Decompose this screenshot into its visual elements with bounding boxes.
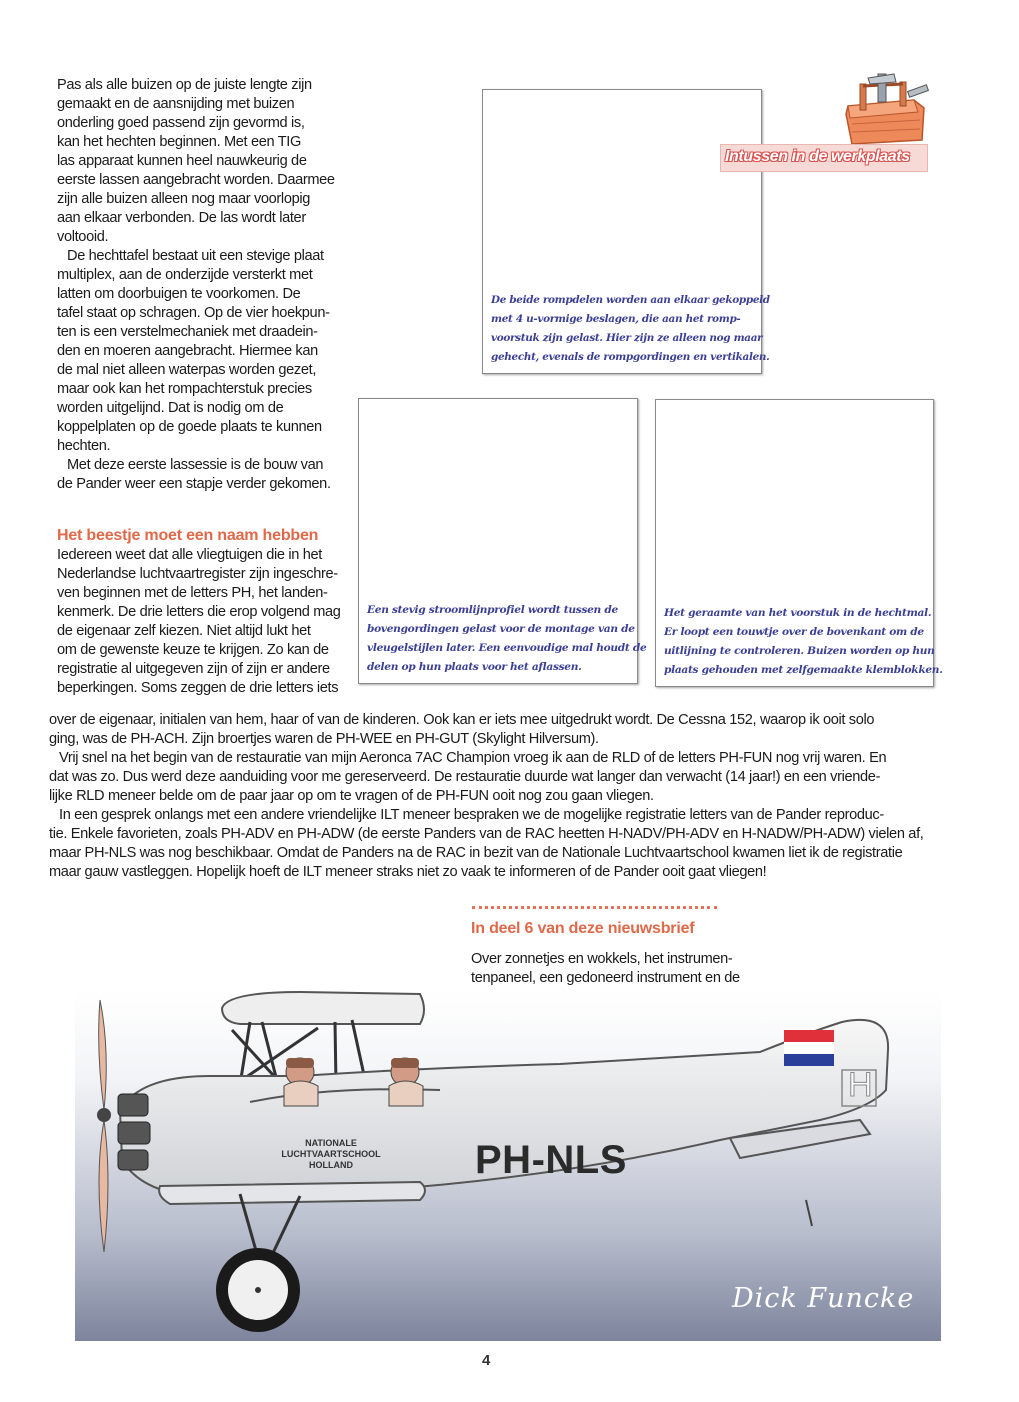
airplane-tail-letter: H	[848, 1066, 873, 1104]
caption-line: met 4 u-vormige beslagen, die aan het romp-	[491, 313, 741, 325]
text-line: tie. Enkele favorieten, zoals PH-ADV en PH-ADW (de eerste Panders van de RAC heetten H-NADV/PH-ADV en H-NADW/PH-ADW) vielen af,	[49, 826, 924, 842]
photo-streamline-profile	[358, 398, 647, 684]
next-issue-heading: In deel 6 van deze nieuwsbrief	[471, 920, 695, 937]
caption-line: Er loopt een touwtje over de bovenkant om de	[664, 626, 924, 638]
text-line: koppelplaten op de goede plaats te kunnen	[57, 419, 322, 435]
author-signature: Dick Funcke	[732, 1283, 915, 1314]
text-line: kenmerk. De drie letters die erop volgend mag	[57, 604, 341, 620]
text-line: registratie al uitgegeven zijn of zijn er andere	[57, 661, 330, 677]
photo-caption	[491, 291, 770, 367]
text-line: eerste lassen aangebracht worden. Daarmee	[57, 172, 335, 188]
photo-caption	[367, 601, 647, 677]
caption-line: vleugelstijlen later. Een eenvoudige mal houdt de	[367, 642, 647, 654]
text-line: In een gesprek onlangs met een andere vriendelijke ILT meneer bespraken we de mogelijke registratie letters van de Pander reproduc-	[59, 807, 884, 823]
text-line: Vrij snel na het begin van de restauratie van mijn Aeronca 7AC Champion vroeg ik aan de RLD of de letters PH-FUN nog vrij waren. En	[59, 750, 887, 766]
article-intro-text	[57, 76, 347, 494]
school-line: NATIONALE	[305, 1138, 357, 1148]
text-line: onderling goed passend zijn gevormd is,	[57, 115, 305, 131]
text-line: aan elkaar verbonden. De las wordt later	[57, 210, 306, 226]
text-line: de mal niet alleen waterpas worden gezet,	[57, 362, 317, 378]
text-line: Nederlandse luchtvaartregister zijn ingeschre-	[57, 566, 338, 582]
text-line: de Pander weer een stapje verder gekomen.	[57, 476, 331, 492]
text-line: kan het hechten beginnen. Met een TIG	[57, 134, 301, 150]
text-line: latten om doorbuigen te voorkomen. De	[57, 286, 301, 302]
text-line: Pas als alle buizen op de juiste lengte zijn	[57, 77, 312, 93]
text-line: gemaakt en de aansnijding met buizen	[57, 96, 295, 112]
text-line: ging, was de PH-ACH. Zijn broertjes waren de PH-WEE en PH-GUT (Skylight Hilversum).	[49, 731, 599, 747]
caption-line: delen op hun plaats voor het aflassen.	[367, 661, 582, 673]
text-line: beperkingen. Soms zeggen de drie letters iets	[57, 680, 339, 696]
text-line: maar ook kan het rompachterstuk precies	[57, 381, 312, 397]
text-line: zijn alle buizen alleen nog maar voorlopig	[57, 191, 311, 207]
text-line: maar PH-NLS was nog beschikbaar. Omdat de Panders na de RAC in bezit van de Nationale Luchtvaartschool kwamen liet ik de registratie	[49, 845, 903, 861]
text-line: ven beginnen met de letters PH, het landen-	[57, 585, 328, 601]
caption-line: Een stevig stroomlijnprofiel wordt tussen de	[367, 604, 618, 616]
text-line: Iedereen weet dat alle vliegtuigen die in het	[57, 547, 322, 563]
text-line: De hechttafel bestaat uit een stevige plaat	[67, 248, 324, 264]
caption-line: voorstuk zijn gelast. Hier zijn ze alleen nog maar	[491, 332, 763, 344]
caption-line: plaats gehouden met zelfgemaakte klemblokken.	[664, 664, 943, 676]
photo-caption	[664, 604, 943, 680]
caption-line: gehecht, evenals de rompgordingen en vertikalen.	[491, 351, 770, 363]
text-line: las apparaat kunnen heel nauwkeurig de	[57, 153, 307, 169]
article-section-text	[57, 526, 357, 698]
text-line: multiplex, aan de onderzijde versterkt met	[57, 267, 313, 283]
dotted-divider	[472, 906, 717, 909]
text-line: Over zonnetjes en wokkels, het instrumen-	[471, 951, 733, 967]
text-line: voltooid.	[57, 229, 109, 245]
photo-fuselage-coupled	[482, 89, 770, 374]
caption-line: De beide rompdelen worden aan elkaar gekoppeld	[491, 294, 770, 306]
text-line: over de eigenaar, initialen van hem, haar of van de kinderen. Ook kan er iets mee uitgedrukt wordt. De Cessna 152, waarop ik ooit solo	[49, 712, 875, 728]
text-line: de eigenaar zelf kiezen. Niet altijd lukt het	[57, 623, 311, 639]
page-number: 4	[482, 1352, 491, 1369]
text-line: hechten.	[57, 438, 111, 454]
text-line: ten is een verstelmechaniek met draadein-	[57, 324, 318, 340]
text-line: Met deze eerste lassessie is de bouw van	[67, 457, 324, 473]
toolbox-icon	[838, 72, 934, 148]
text-line: den en moeren aangebracht. Hiermee kan	[57, 343, 318, 359]
photo-front-frame-jig	[655, 399, 943, 687]
text-line: om de gewenste keuze te krijgen. Zo kan de	[57, 642, 329, 658]
section-heading: Het beestje moet een naam hebben	[57, 527, 319, 544]
text-line: tafel staat op schragen. Op de vier hoekpun-	[57, 305, 330, 321]
caption-line: uitlijning te controleren. Buizen worden op hun	[664, 645, 935, 657]
text-line: worden uitgelijnd. Dat is nodig om de	[57, 400, 284, 416]
airplane-illustration	[0, 990, 1019, 1402]
text-line: maar gauw vastleggen. Hopelijk hoeft de ILT meneer straks niet zo vaak te informeren of de Pander ooit gaat vliegen!	[49, 864, 767, 880]
caption-line: Het geraamte van het voorstuk in de hechtmal.	[664, 607, 932, 619]
school-lettering	[276, 1138, 386, 1171]
text-line: lijke RLD meneer belde om de paar jaar op om te vragen of de PH-FUN ooit nog zou gaan vliegen.	[49, 788, 654, 804]
text-line: dat was zo. Dus werd deze aanduiding voor me gereserveerd. De restauratie duurde wat langer dan verwacht (14 jaar!) en een vriende-	[49, 769, 881, 785]
section-badge	[720, 144, 928, 172]
section-badge-label: Intussen in de werkplaats	[725, 148, 910, 165]
text-line: tenpaneel, een gedoneerd instrument en de	[471, 970, 740, 986]
airplane-registration: PH-NLS	[475, 1138, 627, 1182]
caption-line: bovengordingen gelast voor de montage van de	[367, 623, 635, 635]
article-section-continued	[49, 711, 929, 882]
school-line: LUCHTVAARTSCHOOL	[281, 1149, 381, 1159]
school-line: HOLLAND	[309, 1160, 353, 1170]
